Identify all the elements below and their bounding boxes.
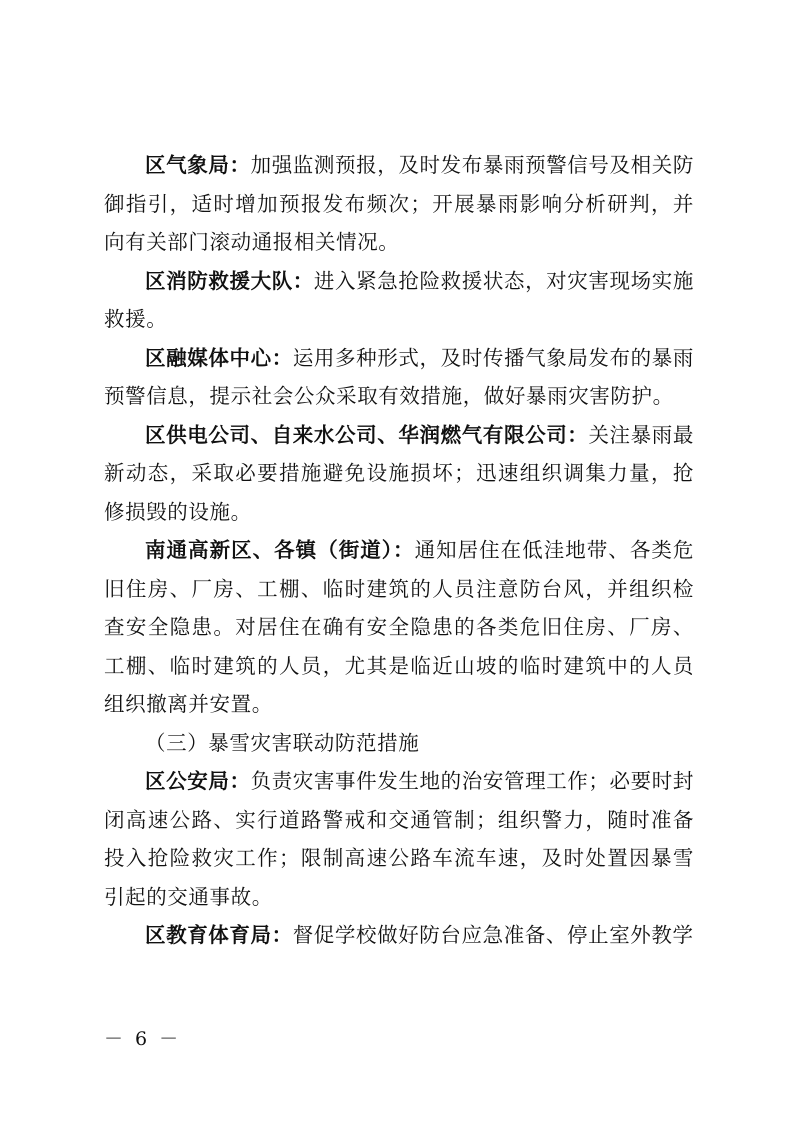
paragraph-towns-streets	[104, 531, 694, 724]
paragraph-public-security	[104, 762, 694, 916]
paragraph-text: 进入紧急抢险救援状态，对灾害现场实施救援。	[104, 268, 694, 331]
paragraph-utilities	[104, 416, 694, 532]
paragraph-lead: 区气象局：	[145, 153, 251, 177]
paragraph-text: 督促学校做好防台应急准备、停止室外教学	[292, 923, 694, 947]
paragraph-lead: 区消防救援大队：	[145, 268, 314, 293]
paragraph-lead: 区融媒体中心：	[145, 345, 293, 370]
section-heading: （三）暴雪灾害联动防范措施	[145, 730, 420, 755]
paragraph-lead: 区教育体育局：	[145, 923, 293, 947]
paragraph-fire-rescue	[104, 262, 694, 339]
document-body	[104, 146, 694, 955]
paragraph-education-sports	[104, 916, 694, 955]
paragraph-media-center	[104, 339, 694, 416]
paragraph-lead: 区供电公司、自来水公司、华润燃气有限公司：	[145, 422, 589, 447]
paragraph-text: 加强监测预报，及时发布暴雨预警信号及相关防御指引，适时增加预报发布频次；开展暴雨影响分析研判，并向有关部门滚动通报相关情况。	[104, 153, 694, 254]
paragraph-text: 关注暴雨最新动态，采取必要措施避免设施损坏；迅速组织调集力量，抢修损毁的设施。	[104, 422, 694, 524]
paragraph-text: 通知居住在低洼地带、各类危旧住房、厂房、工棚、临时建筑的人员注意防台风，并组织检查安全隐患。对居住在确有安全隐患的各类危旧住房、厂房、工棚、临时建筑的人员，尤其是临近山坡的临时建筑中的人员组织撤离并安置。	[104, 538, 694, 716]
paragraph-text: 运用多种形式，及时传播气象局发布的暴雨预警信息，提示社会公众采取有效措施，做好暴雨灾害防护。	[104, 345, 694, 408]
page-number: － 6 －	[104, 1028, 182, 1050]
paragraph-weather-bureau	[104, 146, 694, 262]
paragraph-lead: 区公安局：	[145, 769, 251, 793]
paragraph-lead: 南通高新区、各镇（街道）：	[145, 538, 415, 562]
paragraph-text: 负责灾害事件发生地的治安管理工作；必要时封闭高速公路、实行道路警戒和交通管制；组织警力，随时准备投入抢险救灾工作；限制高速公路车流车速，及时处置因暴雪引起的交通事故。	[104, 769, 694, 909]
